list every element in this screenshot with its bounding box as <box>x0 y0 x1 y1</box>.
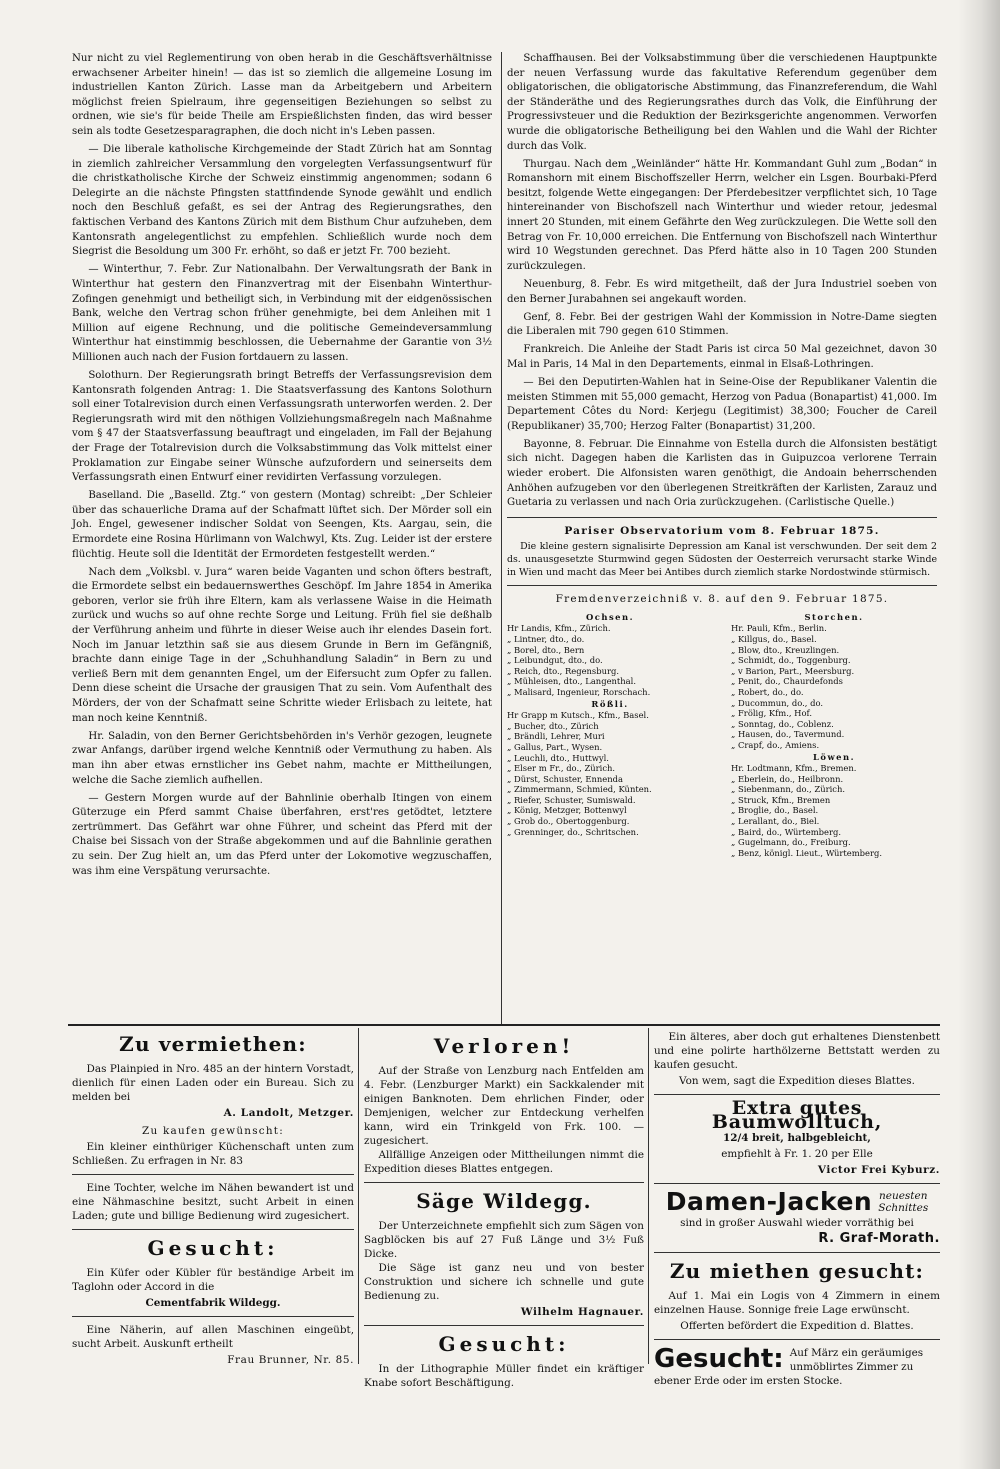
news-paragraph: Schaffhausen. Bei der Volksabstimmung über die verschiedenen Hauptpunkte der neuen Verfassung wurde das fakultative Referendum gegenüber dem obligatorischen, die obligatorische Abstimmung, das Finanzreferendum, die Wahl der Ständeräthe und des Regierungsrathes durch das Volk, die Einführung der Progressivsteuer und die Reduktion der Bezirksgerichte angenommen. Verworfen wurde die obligatorische Betheiligung bei den Wahlen und die Wahl der Richter durch das Volk. <box>507 53 937 152</box>
ad-separator <box>654 1094 940 1095</box>
guest-entry: „ v Barion, Part., Meersburg. <box>731 665 855 676</box>
ad-heading: Gesucht: <box>438 1332 570 1356</box>
ad-text: Ein kleiner einthüriger Küchenschaft unten zum Schließen. Zu erfragen in Nr. 83 <box>72 1141 354 1167</box>
news-paragraph: Neuenburg, 8. Febr. Es wird mitgetheilt, daß der Jura Industriel soeben von den Berner Jurabahnen sei angekauft worden. <box>507 278 937 305</box>
guest-entry: „ Frölig, Kfm., Hof. <box>731 708 812 719</box>
ad-text: Offerten befördert die Expedition d. Blattes. <box>680 1320 914 1332</box>
guest-entry: „ Schmidt, do., Toggenburg. <box>731 655 851 666</box>
guest-entry: „ Riefer, Schuster, Sumiswald. <box>507 794 636 805</box>
ads-column-2 <box>364 1030 644 1390</box>
guest-entry: „ König, Metzger, Bottenwyl <box>507 805 627 816</box>
ad-separator <box>364 1325 644 1326</box>
ad-subheading: Zu kaufen gewünscht: <box>142 1125 284 1137</box>
ad-text: empfiehlt à Fr. 1. 20 per Elle <box>721 1148 873 1160</box>
ad-separator <box>72 1229 354 1230</box>
news-paragraph: Baselland. Die „Baselld. Ztg.“ von gestern (Montag) schreibt: „Der Schleier über das schauerliche Drama auf der Schafmatt lüftet sich. Der Mörder soll ein Joh. Engel, gewesener indischer Soldat von Seengen, Kts. Aargau, sein, die Ermordete eine Rosina Hürlimann von Walchwyl, Kts. Zug. Leider ist der erstere flüchtig. Heute soll die Identität der Ermordeten festgestellt werden.“ <box>72 490 492 560</box>
ads-column-1 <box>72 1030 354 1371</box>
guest-list <box>507 611 937 859</box>
news-paragraph: Genf, 8. Febr. Bei der gestrigen Wahl der Kommission in Notre-Dame siegten die Liberalen mit 790 gegen 610 Stimmen. <box>507 311 937 338</box>
guest-entry: „ Lerallant, do., Biel. <box>731 816 820 827</box>
guest-entry: „ Ducommun, do., do. <box>731 697 823 708</box>
guest-entry: „ Baird, do., Würtemberg. <box>731 826 842 837</box>
guest-entry: „ Robert, do., do. <box>731 686 804 697</box>
guest-list-title: Fremdenverzeichniß v. 8. auf den 9. Februar 1875. <box>555 593 889 606</box>
guest-entry: „ Lintner, dto., do. <box>507 633 585 644</box>
ad-separator <box>364 1182 644 1183</box>
guest-entry: „ Bucher, dto., Zürich <box>507 720 599 731</box>
ad-text: Ein Küfer oder Kübler für beständige Arbeit im Taglohn oder Accord in die <box>72 1267 354 1293</box>
right-news-column <box>507 52 937 858</box>
ad-text: Eine Tochter, welche im Nähen bewandert ist und eine Nähmaschine besitzt, sucht Arbeit in einen Laden; gute und billige Bedienung wird zugesichert. <box>72 1182 354 1222</box>
ad-heading: Gesucht: <box>654 1344 784 1374</box>
ad-text: sind in großer Auswahl wieder vorräthig bei <box>680 1217 914 1229</box>
guest-entry: „ Borel, dto., Bern <box>507 644 585 655</box>
guest-entry: „ Dürst, Schuster, Ennenda <box>507 773 623 784</box>
ad-heading-small <box>878 1190 928 1214</box>
news-paragraph: Thurgau. Nach dem „Weinländer“ hätte Hr. Kommandant Guhl zum „Bodan“ in Romanshorn mit einem Bischoffszeller Herrn, welcher ein Lsgen. Bourbaki-Pferd besitzt, folgende Wette eingegangen: Der Pferdebesitzer verpflichtet sich, 10 Tage hintereinander von Bischofszell nach Winterthur und wieder retour, jedesmal innert 20 Stunden, mit einem Gefährte den Weg zurückzulegen. Die Wette soll den Betrag von Fr. 10,000 erreichen. Die Entfernung von Bischofszell nach Winterthur wird 10 Wegstunden gerechnet. Das Pferd hätte also in 10 Tagen 200 Stunden zurückzulegen. <box>507 158 937 272</box>
ad-text: Der Unterzeichnete empfiehlt sich zum Sägen von Sagblöcken bis auf 27 Fuß Länge und 3½ Fuß Dicke. <box>364 1220 644 1260</box>
guest-entry: „ Leuchli, dto., Huttwyl. <box>507 752 609 763</box>
news-paragraph: Solothurn. Der Regierungsrath bringt Betreffs der Verfassungsrevision dem Kantonsrath folgenden Antrag: 1. Die Staatsverfassung des Kantons Solothurn soll einer Totalrevision durch einen Verfassungsrath unterworfen werden. 2. Der Regierungsrath wird mit den nöthigen Vollziehungsmaßregeln nach Maßnahme vom § 47 der Staatsverfassung beauftragt und eingeladen, im Fall der Bejahung der Frage der Totalrevision durch die Volksabstimmung das Volk mittelst einer Proklamation zur Eingabe seiner Wünsche aufzufordern und seinerseits dem Verfassungsrath einen Entwurf einer revidirten Verfassung vorzulegen. <box>72 369 492 484</box>
ads-top-rule <box>68 1024 940 1026</box>
news-paragraph: — Bei den Deputirten-Wahlen hat in Seine-Oise der Republikaner Valentin die meisten Stimmen mit 55,000 gemacht, Herzog von Padua (Bonapartist) 41,000. Im Departement Côtes du Nord: Kerjegu (Legitimist) 38,300; Foucher de Careil (Republikaner) 35,700; Herzog Falter (Bonapartist) 31,200. <box>507 376 937 432</box>
news-paragraph: Hr. Saladin, von den Berner Gerichtsbehörden in's Verhör gezogen, leugnete zwar Anfangs, darüber irgend welche Kenntniß oder Vermuthung zu haben. Als man ihn aber etwas ernstlicher ins Gebet nahm, machte er Mittheilungen, welche die Sache ziemlich aufhellen. <box>72 730 492 786</box>
ad-heading: Zu vermiethen: <box>119 1032 307 1056</box>
guest-entry: „ Siebenmann, do., Zürich. <box>731 784 846 795</box>
guest-entry: „ Malisard, Ingenieur, Rorschach. <box>507 686 651 697</box>
gesucht-zimmer-ad <box>654 1346 940 1388</box>
guest-entry: „ Grenninger, do., Schritschen. <box>507 826 639 837</box>
ad-text: Die Säge ist ganz neu und von bester Construktion und sichere ich schnelle und gute Bedienung zu. <box>364 1262 644 1302</box>
ad-text: Auf der Straße von Lenzburg nach Entfelden am 4. Febr. (Lenzburger Markt) ein Sackkalender mit einigen Banknoten. Dem ehrlichen Finder, oder Demjenigen, welcher zur Entdeckung verhelfen kann, wird ein Trinkgeld von Frk. 100. — zugesichert. <box>364 1065 644 1147</box>
guest-entry: „ Brändli, Lehrer, Muri <box>507 731 605 742</box>
guest-entry: „ Struck, Kfm., Bremen <box>731 794 831 805</box>
observatory-title: Pariser Observatorium vom 8. Februar 1875. <box>564 524 880 537</box>
ad-heading: Extra gutes Baumwolltuch, <box>711 1097 883 1133</box>
ad-text: Auf März ein geräumiges unmöblirtes Zimmer zu ebener Erde oder im ersten Stocke. <box>654 1347 924 1387</box>
ad-text: 12/4 breit, halbgebleicht, <box>723 1132 871 1144</box>
left-news-column <box>72 52 492 883</box>
ad-text: In der Lithographie Müller findet ein kräftiger Knabe sofort Beschäftigung. <box>364 1363 644 1389</box>
ads-column-3 <box>654 1030 940 1388</box>
ad-heading: Damen-Jacken <box>665 1187 873 1216</box>
ad-text: Eine Näherin, auf allen Maschinen eingeübt, sucht Arbeit. Auskunft ertheilt <box>72 1324 354 1350</box>
ad-text: Von wem, sagt die Expedition dieses Blattes. <box>679 1075 915 1087</box>
guest-entry: Hr. Pauli, Kfm., Berlin. <box>731 623 827 634</box>
guest-entry: „ Reich, dto., Regensburg. <box>507 665 620 676</box>
guest-entry: „ Zimmermann, Schmied, Künten. <box>507 784 652 795</box>
ad-text: Ein älteres, aber doch gut erhaltenes Dienstenbett und eine polirte harthölzerne Bettstatt werden zu kaufen gesucht. <box>654 1031 940 1071</box>
damen-jacken-heading <box>654 1187 940 1216</box>
ad-signature: A. Landolt, Metzger. <box>223 1107 354 1119</box>
guest-entry: „ Sonntag, do., Coblenz. <box>731 718 834 729</box>
ad-signature: Frau Brunner, Nr. 85. <box>227 1354 354 1366</box>
page-edge-shadow <box>958 0 1000 1469</box>
ad-separator <box>72 1316 354 1317</box>
guest-entry: „ Mühleisen, dto., Langenthal. <box>507 676 637 687</box>
ad-heading-small-line: Schnittes <box>878 1202 929 1214</box>
guest-entry: „ Broglie, do., Basel. <box>731 805 819 816</box>
ad-text: Allfällige Anzeigen oder Mittheilungen nimmt die Expedition dieses Blattes entgegen. <box>364 1149 644 1175</box>
guest-entry: Hr Grapp m Kutsch., Kfm., Basel. <box>507 710 649 721</box>
guest-entry: „ Crapf, do., Amiens. <box>731 739 820 750</box>
ad-separator <box>654 1339 940 1340</box>
guest-list-left <box>507 611 713 859</box>
news-paragraph: — Gestern Morgen wurde auf der Bahnlinie oberhalb Itingen von einem Güterzuge ein Pferd sammt Chaise überfahren, erst'res getödtet, letztere zertrümmert. Das Gefährt war ohne Führer, und scheint das Pferd mit der Chaise bei Sissach von der Straße abgekommen und auf die Bahnlinie gerathen zu sein. Der Zug hielt an, um das Pferd unter der Lokomotive wegzuschaffen, was ihm eine Verspätung verursachte. <box>72 792 492 877</box>
ad-separator <box>654 1183 940 1184</box>
news-paragraph: — Die liberale katholische Kirchgemeinde der Stadt Zürich hat am Sonntag in ziemlich zahlreicher Versammlung den vorgelegten Verfassungsentwurf für die christkatholische Kirche der Schweiz einstimmig angenommen; sodann 6 Delegirte an die nächste Pfingsten stattfindende Synode gewählt und endlich noch den Beschluß gefaßt, es sei der Antrag des Regierungsrathes, den faktischen Verband des Kantons Zürich mit dem Bisthum Chur aufzuheben, dem Kantonsrath angelegentlichst zu empfehlen. Schließlich wurde noch dem Siegrist die Besoldung um 300 Fr. erhöht, so daß er jetzt Fr. 700 bezieht. <box>72 144 492 258</box>
ad-heading: Gesucht: <box>147 1236 279 1260</box>
ad-signature: Victor Frei Kyburz. <box>817 1164 940 1176</box>
section-rule <box>507 517 937 518</box>
guest-entry: „ Penit, do., Chaurdefonds <box>731 676 843 687</box>
hotel-name: Löwen. <box>812 751 856 762</box>
guest-entry: „ Blow, dto., Kreuzlingen. <box>731 644 840 655</box>
guest-list-right <box>731 611 937 859</box>
ad-heading: Verloren! <box>433 1034 575 1058</box>
ad-separator <box>654 1252 940 1253</box>
news-paragraph: Bayonne, 8. Februar. Die Einnahme von Estella durch die Alfonsisten bestätigt sich nicht. Dagegen haben die Karlisten das in Guipuzcoa verlorene Terrain wieder erobert. Die Alfonsisten waren genöthigt, die Andoain beherrschenden Anhöhen aufzugeben vor den überlegenen Streitkräften der Karlisten, Zarauz und Guetaria zu verlassen und nach Oria zurückzugehen. (Carlistische Quelle.) <box>507 438 937 509</box>
guest-entry: „ Killgus, do., Basel. <box>731 633 817 644</box>
guest-entry: Hr Landis, Kfm., Zürich. <box>507 623 611 634</box>
section-rule <box>507 585 937 586</box>
news-paragraph: Frankreich. Die Anleihe der Stadt Paris ist circa 50 Mal gezeichnet, davon 30 Mal in Paris, 14 Mal in den Departements, einmal in Elsaß-Lothringen. <box>507 344 937 370</box>
ad-heading-small-line: neuesten <box>878 1190 928 1202</box>
guest-entry: „ Eberlein, do., Heilbronn. <box>731 773 844 784</box>
observatory-text: Die kleine gestern signalisirte Depression am Kanal ist verschwunden. Der seit dem 2 ds. unausgesetzte Sturmwind gegen Südosten der Oesterreich verursacht starke Winde in Wien und macht das Meer bei Antibes durch ziemlich starke Nordostwinde stürmisch. <box>507 541 937 578</box>
guest-entry: „ Benz, königl. Lieut., Würtemberg. <box>731 847 883 858</box>
guest-entry: „ Gugelmann, do., Freiburg. <box>731 837 851 848</box>
ad-separator <box>72 1174 354 1175</box>
news-paragraph: Nach dem „Volksbl. v. Jura“ waren beide Vaganten und schon öfters bestraft, die Ermordete selbst ein bedauernswerthes Geschöpf. Im Jahre 1854 in Amerika geboren, verlor sie früh ihre Eltern, kam als verlassene Waise in die Heimath zurück und wuchs so auf ohne rechte Sorge und Leitung. Früh fiel sie deßhalb der Verführung anheim und führte in dieser Weise auch ihr elendes Dasein fort. Noch im Januar letzthin saß sie aus diesem Grunde in Bern im Gefängniß, brachte dann einige Tage in der „Schuhhandlung Saladin“ in Bern zu und verließ Bern mit dem genannten Engel, um der Eifersucht zum Opfer zu fallen. Denn diese scheint die Ursache der grausigen That zu sein. Vom Aufenthalt des Mörders, der von der Schafmatt seine Schritte wieder Erlisbach zu leitete, hat man noch keine Kenntniß. <box>72 566 492 724</box>
news-paragraph: Nur nicht zu viel Reglementirung von oben herab in die Geschäftsverhältnisse erwachsener Arbeiter hinein! — das ist so ziemlich die allgemeine Losung im industriellen Kanton Zürich. Lasse man da Arbeitgebern und Arbeitern möglichst freien Spielraum, ihre gegenseitigen Beziehungen so selbst zu ordnen, wie sie's für beide Theile am Erspießlichsten finden, das wird besser sein als todte Gesetzesparagraphen, die doch nicht in's Leben passen. <box>72 53 492 137</box>
guest-entry: „ Gallus, Part., Wysen. <box>507 741 603 752</box>
hotel-name: Rößli. <box>591 698 629 709</box>
guest-entry: „ Hausen, do., Tavermund. <box>731 729 845 740</box>
ad-text: Auf 1. Mai ein Logis von 4 Zimmern in einem einzelnen Hause. Sonnige freie Lage erwünscht. <box>654 1290 940 1316</box>
guest-entry: „ Grob do., Obertoggenburg. <box>507 816 630 827</box>
ad-signature: Cementfabrik Wildegg. <box>145 1297 281 1309</box>
guest-entry: Hr. Lodtmann, Kfm., Bremen. <box>731 763 857 774</box>
ad-text: Das Plainpied in Nro. 485 an der hintern Vorstadt, dienlich für einen Laden oder ein Bureau. Sich zu melden bei <box>72 1063 354 1103</box>
hotel-name: Storchen. <box>804 611 864 622</box>
news-paragraph: — Winterthur, 7. Febr. Zur Nationalbahn. Der Verwaltungsrath der Bank in Winterthur hat gestern den Finanzvertrag mit der Eisenbahn Winterthur-Zofingen genehmigt und betheiligt sich, in Verbindung mit der eidgenössischen Bank, welche den Vertrag schon früher genehmigte, bei dem Anleihen mit 1 Million auf eigene Rechnung, und die politische Gemeindeversammlung Winterthur hat einstimmig beschlossen, die Uebernahme der Garantie von 3½ Millionen auch nach der Fusion fortdauern zu lassen. <box>72 264 492 363</box>
guest-entry: „ Elser m Fr., do., Zürich. <box>507 763 616 774</box>
ad-heading: Säge Wildegg. <box>416 1189 592 1213</box>
hotel-name: Ochsen. <box>585 611 635 622</box>
ads-divider <box>358 1028 359 1364</box>
ad-signature: R. Graf-Morath. <box>818 1231 940 1246</box>
ads-divider <box>648 1028 649 1364</box>
column-divider <box>501 52 502 1024</box>
ad-heading: Zu miethen gesucht: <box>669 1259 925 1283</box>
ad-signature: Wilhelm Hagnauer. <box>520 1306 644 1318</box>
guest-entry: „ Leibundgut, dto., do. <box>507 655 603 666</box>
